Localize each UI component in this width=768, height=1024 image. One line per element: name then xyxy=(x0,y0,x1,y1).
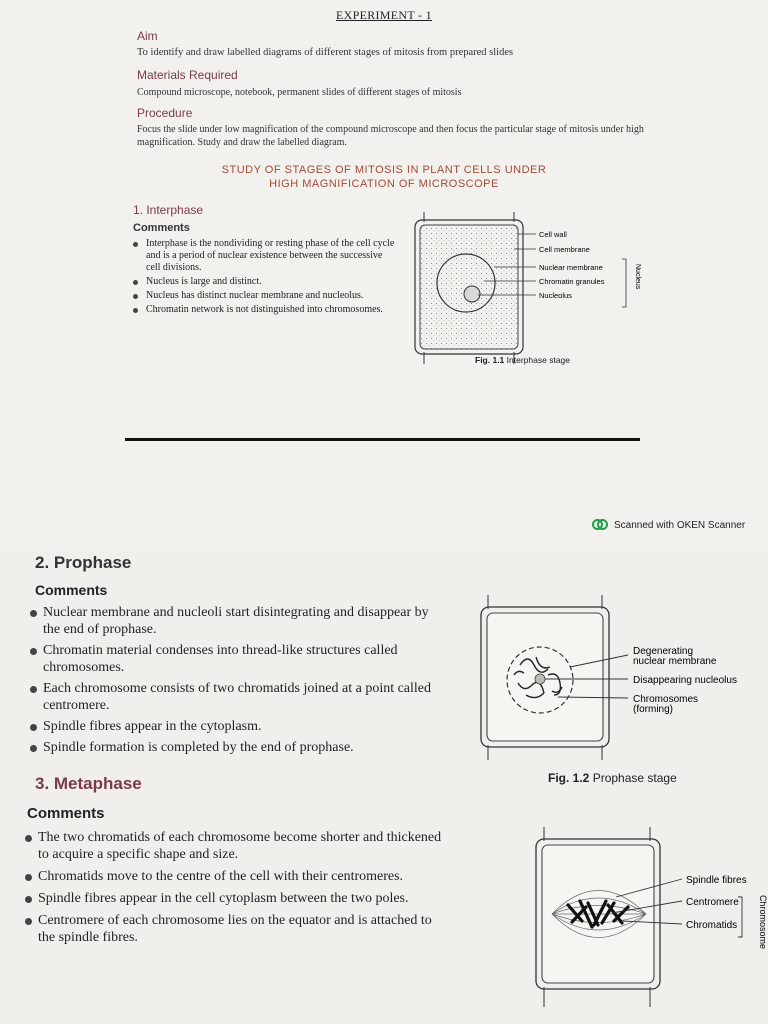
metaphase-heading: 3. Metaphase xyxy=(35,774,142,793)
list-item: Nucleus has distinct nuclear membrane and nucleolus. xyxy=(133,290,395,302)
prophase-diagram xyxy=(478,595,768,770)
label-centromere: Centromere xyxy=(686,897,739,908)
aim-heading: Aim xyxy=(137,29,158,43)
metaphase-diagram xyxy=(528,827,768,1017)
procedure-text: Focus the slide under low magnification of the compound microscope and then focus the particular stage of mitosis under high magnification. Study and draw the labelled diagram. xyxy=(137,124,644,148)
label-chromatids: Chromatids xyxy=(686,920,738,931)
procedure-heading: Procedure xyxy=(137,106,193,120)
interphase-diagram xyxy=(410,212,650,372)
figure-caption-2 xyxy=(548,771,677,785)
interphase-comments-label: Comments xyxy=(133,222,190,234)
list-item: The two chromatids of each chromosome become shorter and thickened to acquire a specific shape and size. xyxy=(25,829,450,863)
study-title-line2: HIGH MAGNIFICATION OF MICROSCOPE xyxy=(269,178,499,190)
list-item: Each chromosome consists of two chromatids joined at a point called centromere. xyxy=(30,680,448,714)
study-title-line1: STUDY OF STAGES OF MITOSIS IN PLANT CELLS UNDER xyxy=(221,164,547,176)
label-nuclear-membrane: Nuclear membrane xyxy=(539,263,603,272)
label-cell-membrane: Cell membrane xyxy=(539,245,590,254)
page-two xyxy=(0,545,768,1024)
list-item: Nuclear membrane and nucleoli start disintegrating and disappear by the end of prophase. xyxy=(30,604,448,638)
scanner-logo-icon xyxy=(592,519,608,531)
label-nucleolus: Nucleolus xyxy=(539,291,572,300)
interphase-comments-list xyxy=(133,238,395,318)
list-item: Spindle formation is completed by the end of prophase. xyxy=(30,739,448,756)
label-forming: (forming) xyxy=(633,704,674,715)
list-item: Centromere of each chromosome lies on the equator and is attached to the spindle fibres. xyxy=(25,912,450,946)
label-cell-wall: Cell wall xyxy=(539,230,567,239)
label-chromosomes: Chromosomes xyxy=(633,694,699,705)
label-nuclear-membrane: nuclear membrane xyxy=(633,656,717,667)
figure-caption-text: Prophase stage xyxy=(592,771,677,785)
label-degenerating: Degenerating xyxy=(633,646,694,657)
list-item: Spindle fibres appear in the cytoplasm. xyxy=(30,718,448,735)
label-chromosome-bracket: Chromosome xyxy=(758,895,768,950)
figure-caption-text: Interphase stage xyxy=(506,355,570,365)
list-item: Chromatids move to the centre of the cell with their centromeres. xyxy=(25,868,450,885)
list-item: Nucleus is large and distinct. xyxy=(133,276,395,288)
label-disappearing-nucleolus: Disappearing nucleolus xyxy=(633,675,737,686)
scanner-watermark xyxy=(592,519,745,531)
figure-caption-1 xyxy=(475,355,570,365)
label-nucleus-bracket: Nucleus xyxy=(634,264,641,290)
scanner-text: Scanned with OKEN Scanner xyxy=(614,519,746,531)
materials-heading: Materials Required xyxy=(137,68,238,82)
metaphase-comments-label: Comments xyxy=(27,805,105,822)
list-item: Interphase is the nondividing or resting phase of the cell cycle and is a period of nuclear existence between the successive cell divisions. xyxy=(133,238,395,274)
list-item: Chromatin network is not distinguished into chromosomes. xyxy=(133,304,395,316)
list-item: Spindle fibres appear in the cell cytoplasm between the two poles. xyxy=(25,890,450,907)
page-divider xyxy=(125,438,640,441)
prophase-comments-label: Comments xyxy=(35,582,108,598)
metaphase-comments-list xyxy=(25,829,450,951)
study-title xyxy=(0,163,768,191)
prophase-comments-list xyxy=(30,604,448,760)
prophase-heading: 2. Prophase xyxy=(35,553,132,572)
list-item: Chromatin material condenses into thread-like structures called chromosomes. xyxy=(30,642,448,676)
materials-text: Compound microscope, notebook, permanent slides of different stages of mitosis xyxy=(137,87,462,98)
figure-number: Fig. 1.2 xyxy=(548,771,590,785)
label-spindle-fibres: Spindle fibres xyxy=(686,875,747,886)
aim-text: To identify and draw labelled diagrams of different stages of mitosis from prepared slides xyxy=(137,47,514,58)
experiment-title: EXPERIMENT - 1 xyxy=(336,8,432,22)
figure-number: Fig. 1.1 xyxy=(475,355,505,365)
interphase-heading: 1. Interphase xyxy=(133,203,204,217)
label-chromatin-granules: Chromatin granules xyxy=(539,277,605,286)
